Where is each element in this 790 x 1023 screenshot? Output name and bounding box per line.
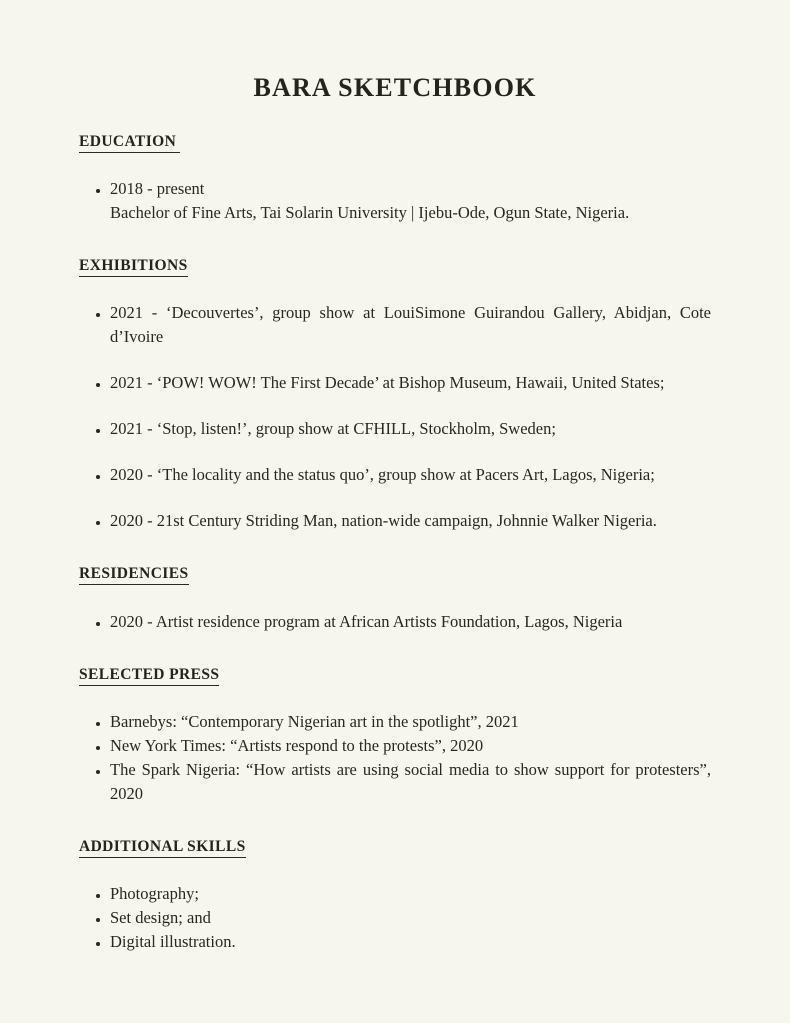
exhibitions-heading [79, 256, 711, 275]
education-list [79, 177, 711, 225]
education-degree: Bachelor of Fine Arts, Tai Solarin University | Ijebu-Ode, Ogun State, Nigeria. [110, 202, 630, 222]
skill-item: • Digital illustration. [110, 930, 711, 954]
selected-press-list [79, 710, 711, 806]
section-selected-press [79, 665, 711, 806]
skill-item: • Set design; and [110, 906, 711, 930]
exhibition-item: • 2020 - ‘The locality and the status quo’, group show at Pacers Art, Lagos, Nigeria; [110, 463, 711, 487]
additional-skills-list [79, 882, 711, 954]
section-exhibitions [79, 256, 711, 533]
exhibition-item: • 2020 - 21st Century Striding Man, nation-wide campaign, Johnnie Walker Nigeria. [110, 509, 711, 533]
exhibition-item: • 2021 - ‘Stop, listen!’, group show at CFHILL, Stockholm, Sweden; [110, 417, 711, 441]
selected-press-heading-text: SELECTED PRESS [79, 666, 219, 686]
press-item: • Barnebys: “Contemporary Nigerian art in the spotlight”, 2021 [110, 710, 711, 734]
exhibitions-list [79, 301, 711, 533]
skill-item: • Photography; [110, 882, 711, 906]
section-education [79, 132, 711, 225]
exhibition-item: • 2021 - ‘POW! WOW! The First Decade’ at Bishop Museum, Hawaii, United States; [110, 371, 711, 395]
section-residencies [79, 564, 711, 633]
press-item: • New York Times: “Artists respond to the protests”, 2020 [110, 734, 711, 758]
additional-skills-heading-text: ADDITIONAL SKILLS [79, 838, 246, 858]
education-item [110, 177, 711, 225]
exhibition-item: • 2021 - ‘Decouvertes’, group show at LouiSimone Guirandou Gallery, Abidjan, Cote d’Ivoire [110, 301, 711, 349]
residencies-list [79, 610, 711, 634]
education-dates: 2018 - present [110, 178, 205, 198]
section-additional-skills [79, 837, 711, 954]
press-item: • The Spark Nigeria: “How artists are using social media to show support for protesters”, 2020 [110, 758, 711, 806]
residency-item: • 2020 - Artist residence program at African Artists Foundation, Lagos, Nigeria [110, 610, 711, 634]
selected-press-heading [79, 665, 711, 684]
education-heading-text: EDUCATION [79, 133, 180, 153]
residencies-heading [79, 564, 711, 583]
education-heading [79, 132, 711, 151]
page-title: BARA SKETCHBOOK [253, 73, 537, 102]
additional-skills-heading [79, 837, 711, 856]
exhibitions-heading-text: EXHIBITIONS [79, 257, 188, 277]
residencies-heading-text: RESIDENCIES [79, 565, 189, 585]
